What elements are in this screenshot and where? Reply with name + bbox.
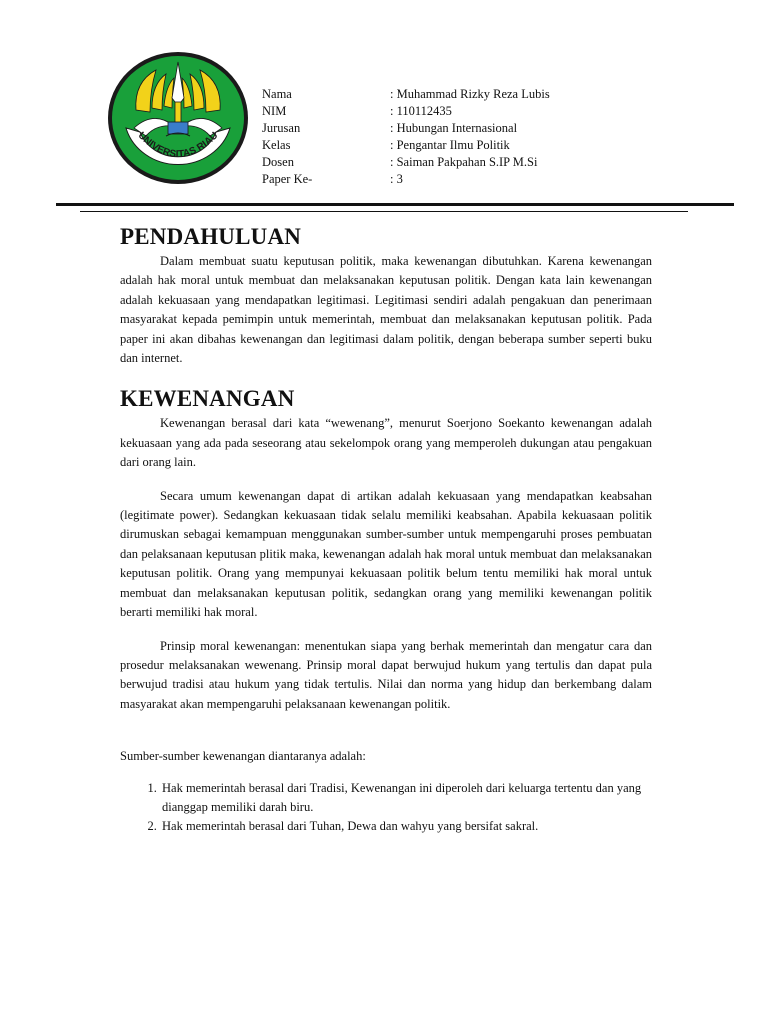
sumber-intro: Sumber-sumber kewenangan diantaranya adalah:: [120, 749, 366, 764]
header-divider-thin: [80, 211, 688, 212]
paragraph-kewenangan-1: Kewenangan berasal dari kata “wewenang”, menurut Soerjono Soekanto kewenangan adalah kekuasaan yang ada pada seseorang atau sekelompok orang yang memperoleh dukungan atau pengakuan dari orang lain.: [120, 416, 652, 470]
university-logo: [106, 50, 250, 186]
info-label: Nama: [262, 87, 292, 101]
student-info: [262, 86, 550, 188]
info-row-nama: [262, 86, 550, 103]
list-item: 2. Hak memerintah berasal dari Tuhan, Dewa dan wahyu yang bersifat sakral.: [160, 817, 652, 836]
paragraph-kewenangan-2: Secara umum kewenangan dapat di artikan adalah kekuasaan yang mendapatkan keabsahan (legitimate power). Sedangkan kekuasaan tidak selalu memiliki keabsahan. Apabila kekuasaan politik dirumuskan sebagai kemampuan menggunakan sumber-sumber untuk mempengaruhi proses pembuatan dan pelaksanaan keputusan plitik maka, kewenangan adalah hak moral untuk membuat dan melaksanakan keputusan politik. Orang yang mempunyai kekuasaan politik belum tentu memiliki hak moral untuk membuat dan melaksanakan keputusan politik, sedangkan orang yang memiliki kewenangan politik berarti memiliki hak moral.: [120, 488, 652, 620]
info-value: : Pengantar Ilmu Politik: [390, 138, 510, 152]
info-label: Dosen: [262, 155, 294, 169]
info-label: Kelas: [262, 138, 291, 152]
info-label: Jurusan: [262, 121, 301, 135]
header-divider-thick: [56, 203, 734, 206]
paragraph-pendahuluan: Dalam membuat suatu keputusan politik, maka kewenangan dibutuhkan. Karena kewenangan adalah hak moral untuk membuat dan melaksanakan keputusan politik. Dengan kata lain kewenangan adalah kekuasaan yang mendapatkan legitimasi. Legitimasi sendiri adalah pengakuan dan penerimaan masyarakat kepada pemimpin untuk memerintah, membuat dan melaksanakan keputusan politik. Pada paper ini akan dibahas kewenangan dan legitimasi dalam politik, dengan beberapa sumber seperti buku dan internet.: [120, 254, 652, 366]
info-value: : Saiman Pakpahan S.IP M.Si: [390, 155, 538, 169]
info-label: NIM: [262, 104, 287, 118]
info-value: : Hubungan Internasional: [390, 121, 518, 135]
info-row-jurusan: [262, 120, 550, 137]
university-seal-icon: [106, 50, 250, 186]
info-value: : 110112435: [390, 104, 452, 118]
info-value: : 3: [390, 172, 403, 186]
info-label: Paper Ke-: [262, 172, 313, 186]
paragraph-kewenangan-3: Prinsip moral kewenangan: menentukan siapa yang berhak memerintah dan mengatur cara dan prosedur melaksanakan wewenang. Prinsip moral dapat berwujud hukum yang tertulis dan dapat pula berwujud tradisi atau hukum yang tidak tertulis. Nilai dan norma yang hidup dan berkembang dalam masyarakat akan mempengaruhi pelaksanaan kewenangan politik.: [120, 638, 652, 711]
info-row-paper: [262, 171, 550, 188]
list-item: 1. Hak memerintah berasal dari Tradisi, Kewenangan ini diperoleh dari keluarga tertentu dan yang dianggap memiliki darah biru.: [160, 779, 652, 818]
section-heading-kewenangan: KEWENANGAN: [120, 386, 295, 412]
section-heading-pendahuluan: PENDAHULUAN: [120, 224, 302, 249]
sumber-list: [120, 779, 652, 837]
info-value: : Muhammad Rizky Reza Lubis: [390, 87, 550, 101]
info-row-nim: [262, 103, 550, 120]
logo-text: UNIVERSITAS RIAU: [135, 130, 221, 161]
info-row-kelas: [262, 137, 550, 154]
info-row-dosen: [262, 154, 550, 171]
paper-body: [120, 222, 652, 837]
